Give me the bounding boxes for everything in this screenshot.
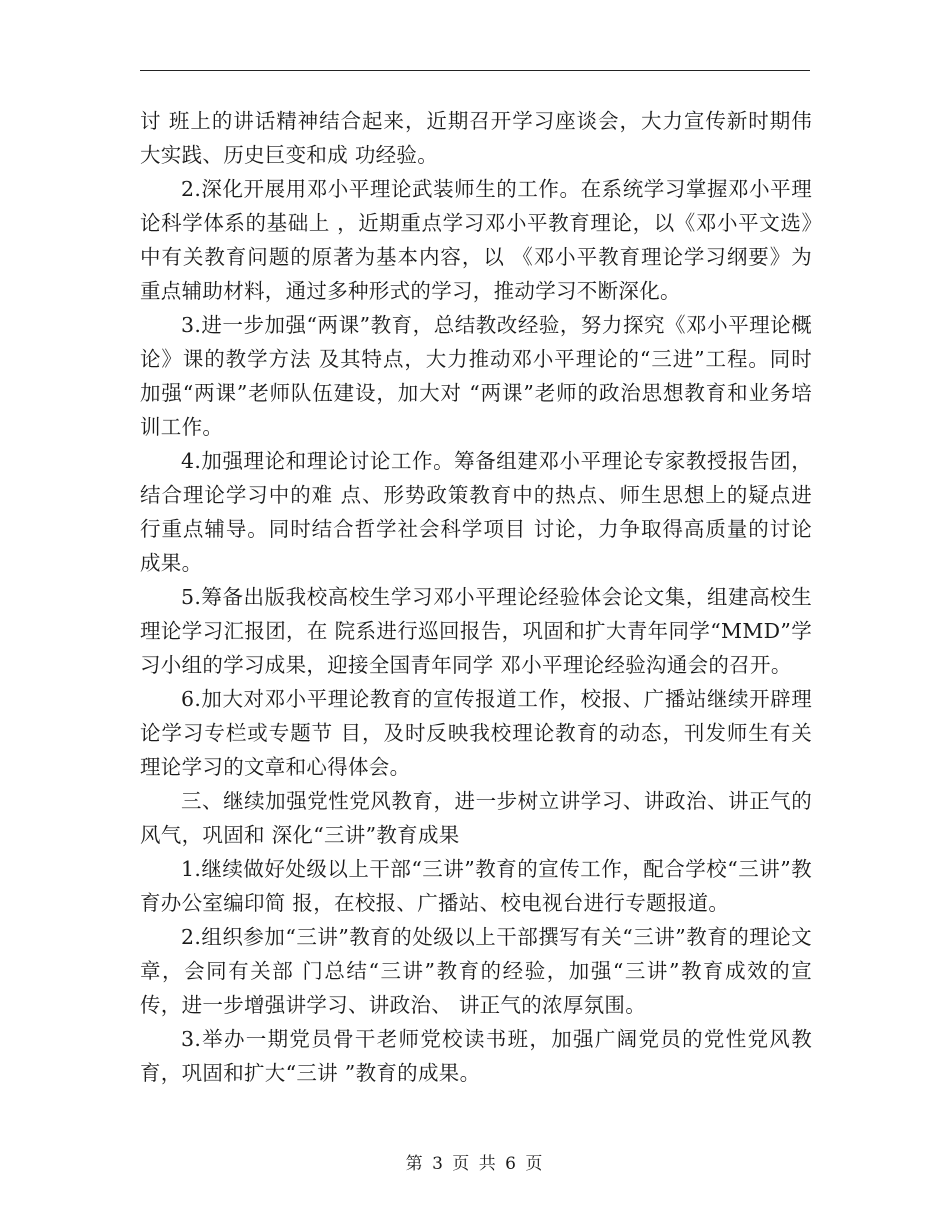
paragraph-10: 3.举办一期党员骨干老师党校读书班，加强广阔党员的党性党风教育，巩固和扩大“三讲 ”教育的成果。 xyxy=(140,1027,812,1085)
document-body xyxy=(140,104,812,1090)
section-heading-3: 三、继续加强党性党风教育，进一步树立讲学习、讲政治、讲正气的风气，巩固和 深化“三讲”教育成果 xyxy=(140,789,812,847)
page-number-footer: 第 3 页 共 6 页 xyxy=(405,1154,545,1174)
paragraph-8: 1.继续做好处级以上干部“三讲”教育的宣传工作，配合学校“三讲”教育办公室编印简 报，在校报、广播站、校电视台进行专题报道。 xyxy=(140,857,812,915)
paragraph-9: 2.组织参加“三讲”教育的处级以上干部撰写有关“三讲”教育的理论文章，会同有关部 门总结“三讲”教育的经验，加强“三讲”教育成效的宣传，进一步增强讲学习、讲政治、 讲正气的浓厚氛围。 xyxy=(140,925,812,1017)
paragraph-2: 2.深化开展用邓小平理论武装师生的工作。在系统学习掌握邓小平理论科学体系的基础上 ，近期重点学习邓小平教育理论，以《邓小平文选》中有关教育问题的原著为基本内容，以 《邓小平教育理论学习纲要》为重点辅助材料，通过多种形式的学习，推动学习不断深化。 xyxy=(140,177,812,303)
paragraph-4: 4.加强理论和理论讨论工作。筹备组建邓小平理论专家教授报告团，结合理论学习中的难 点、形势政策教育中的热点、师生思想上的疑点进行重点辅导。同时结合哲学社会科学项目 讨论，力争取得高质量的讨论成果。 xyxy=(140,449,812,575)
paragraph-5: 5.筹备出版我校高校生学习邓小平理论经验体会论文集，组建高校生理论学习汇报团，在 院系进行巡回报告，巩固和扩大青年同学“MMD”学习小组的学习成果，迎接全国青年同学 邓小平理论经验沟通会的召开。 xyxy=(140,585,812,677)
paragraph-1: 讨 班上的讲话精神结合起来，近期召开学习座谈会，大力宣传新时期伟大实践、历史巨变和成 功经验。 xyxy=(140,109,812,167)
paragraph-3: 3.进一步加强“两课”教育，总结教改经验，努力探究《邓小平理论概论》课的教学方法 及其特点，大力推动邓小平理论的“三进”工程。同时加强“两课”老师队伍建设，加大对 “两课”老师的政治思想教育和业务培训工作。 xyxy=(140,313,812,439)
header-rule xyxy=(140,70,810,71)
paragraph-6: 6.加大对邓小平理论教育的宣传报道工作，校报、广播站继续开辟理论学习专栏或专题节 目，及时反映我校理论教育的动态，刊发师生有关理论学习的文章和心得体会。 xyxy=(140,687,812,779)
